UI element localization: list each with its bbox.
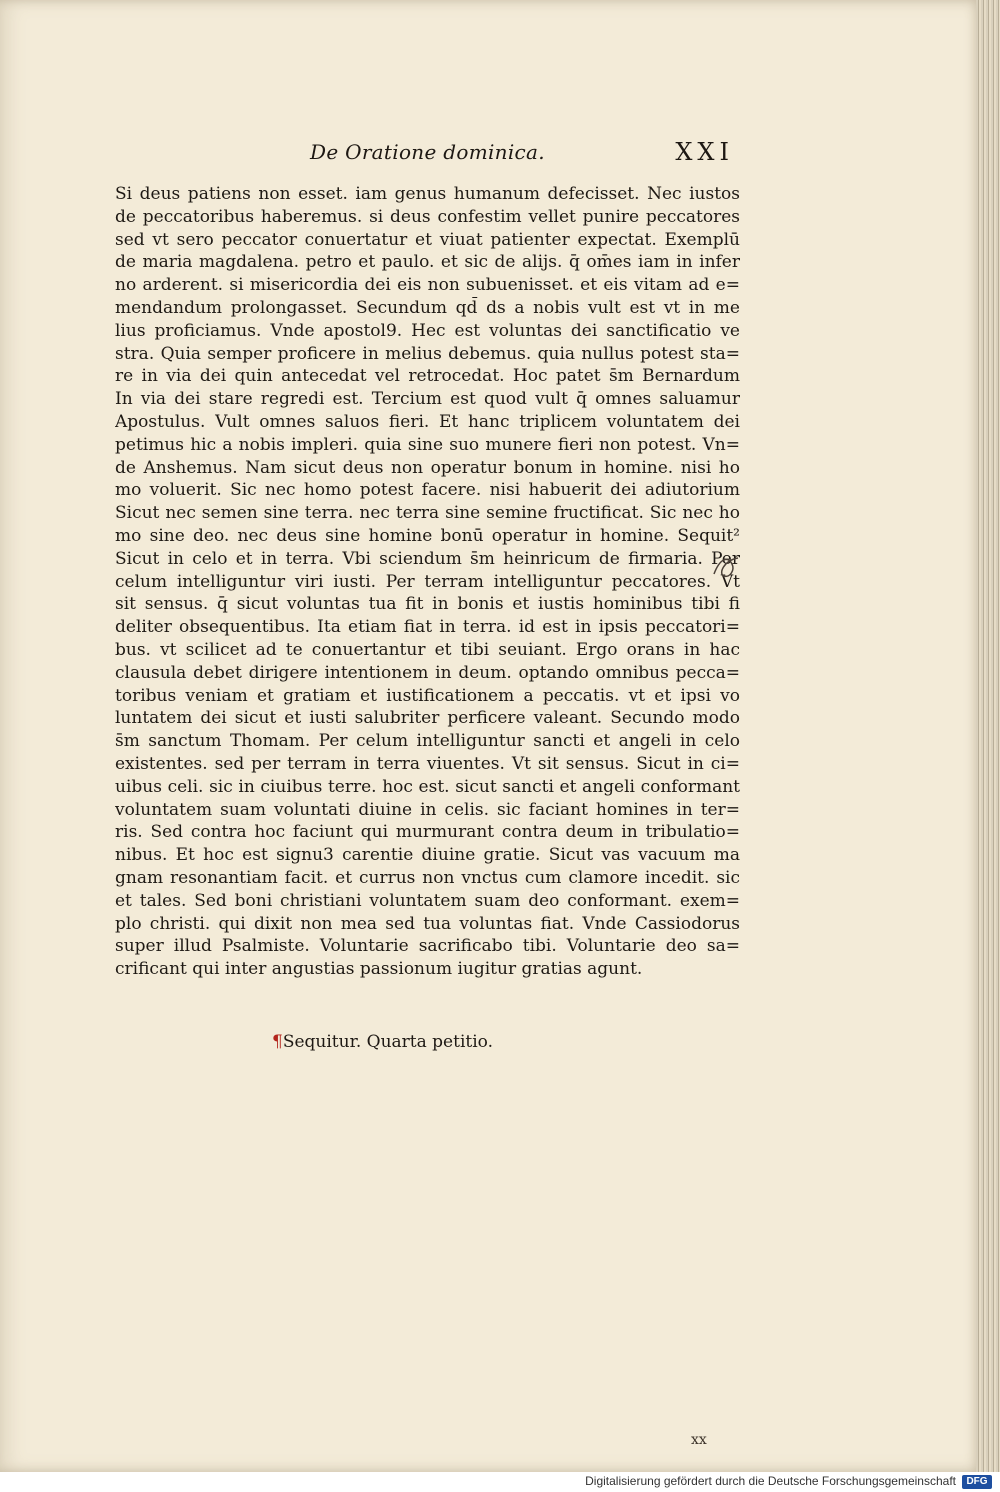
text-line: no arderent. si misericordia dei eis non subuenisset. et eis vitam ad e= (115, 275, 740, 296)
show-through (620, 1010, 920, 1140)
text-line: lius proficiamus. Vnde apostol9. Hec est voluntas dei sanctificatio ve (115, 320, 740, 341)
main-text-block (115, 183, 740, 981)
text-line: et tales. Sed boni christiani voluntatem suam deo conformant. exem= (115, 890, 740, 911)
text-line: sed vt sero peccator conuertatur et viuat patienter expectat. Exemplū (115, 229, 740, 250)
text-line: gnam resonantiam facit. et currus non vnctus cum clamore incedit. sic (115, 867, 740, 888)
text-line: In via dei stare regredi est. Tercium est quod vult q̄ omnes saluamur (115, 389, 740, 410)
catchword: xx (691, 1432, 707, 1448)
text-line: mendandum prolongasset. Secundum qd̄ ds a nobis vult est vt in me (115, 297, 740, 318)
running-title: De Oratione dominica. (310, 140, 545, 164)
text-line: s̄m sanctum Thomam. Per celum intelliguntur sancti et angeli in celo (115, 731, 740, 752)
text-line: petimus hic a nobis impleri. quia sine suo munere fieri non potest. Vn= (115, 434, 740, 455)
text-line: sit sensus. q̄ sicut voluntas tua fit in bonis et iustis hominibus tibi fi (115, 594, 740, 615)
text-line: de peccatoribus haberemus. si deus confestim vellet punire peccatores (115, 206, 740, 227)
text-line: Apostulus. Vult omnes saluos fieri. Et hanc triplicem voluntatem dei (115, 411, 740, 432)
text-line: re in via dei quin antecedat vel retrocedat. Hoc patet s̄m Bernardum (115, 366, 740, 387)
text-line: stra. Quia semper proficere in melius debemus. quia nullus potest sta= (115, 343, 740, 364)
text-line: crificant qui inter angustias passionum iugitur gratias agunt. (115, 959, 643, 980)
footer-credit: Digitalisierung gefördert durch die Deutsche Forschungsgemeinschaft (585, 1474, 956, 1488)
text-line: Sicut in celo et in terra. Vbi sciendum s̄m heinricum de firmaria. Per (115, 548, 740, 569)
text-line: mo sine deo. nec deus sine homine bonū operatur in homine. Sequit² (115, 525, 740, 546)
text-line: voluntatem suam voluntati diuine in celis. sic faciant homines in ter= (115, 799, 740, 820)
text-line: uibus celi. sic in ciuibus terre. hoc est. sicut sancti et angeli conformant (115, 776, 740, 797)
running-header (300, 138, 740, 170)
text-line: super illud Psalmiste. Voluntarie sacrificabo tibi. Voluntarie deo sa= (115, 936, 740, 957)
section-rubric (272, 1032, 493, 1052)
folio-number: XXI (675, 138, 734, 166)
text-line: Sicut nec semen sine terra. nec terra sine semine fructificat. Sic nec ho (115, 503, 740, 524)
text-line: de maria magdalena. petro et paulo. et sic de alijs. q̄ om̄es iam in infer (115, 252, 740, 273)
text-line: bus. vt scilicet ad te conuertantur et tibi seuiant. Ergo orans in hac (115, 639, 740, 660)
text-line: Si deus patiens non esset. iam genus humanum defecisset. Nec iustos (115, 184, 740, 204)
text-line: toribus veniam et gratiam et iustificationem a peccatis. vt et ipsi vo (115, 685, 740, 706)
text-line: existentes. sed per terram in terra viuentes. Vt sit sensus. Sicut in ci= (115, 753, 740, 774)
text-line: deliter obsequentibus. Ita etiam fiat in terra. id est in ipsis peccatori= (115, 617, 740, 638)
paragraph-mark: ¶ (272, 1032, 283, 1052)
text-line: nibus. Et hoc est signu3 carentie diuine gratie. Sicut vas vacuum ma (115, 845, 740, 866)
marginal-pen-mark (710, 552, 746, 582)
text-line: clausula debet dirigere intentionem in deum. optando omnibus pecca= (115, 662, 740, 683)
text-line: luntatem dei sicut et iusti salubriter perficere valeant. Secundo modo (115, 708, 740, 729)
text-line: celum intelliguntur viri iusti. Per terram intelliguntur peccatores. Vt (115, 571, 740, 592)
text-line: mo voluerit. Sic nec homo potest facere. nisi habuerit dei adiutorium (115, 480, 740, 501)
rubric-text: Sequitur. Quarta petitio. (282, 1032, 493, 1052)
text-line: ris. Sed contra hoc faciunt qui murmurant contra deum in tribulatio= (115, 822, 740, 843)
page-edge (976, 0, 1000, 1472)
text-line: de Anshemus. Nam sicut deus non operatur bonum in homine. nisi ho (115, 457, 740, 478)
text-line: plo christi. qui dixit non mea sed tua voluntas fiat. Vnde Cassiodorus (115, 913, 740, 934)
dfg-logo: DFG (962, 1475, 992, 1489)
